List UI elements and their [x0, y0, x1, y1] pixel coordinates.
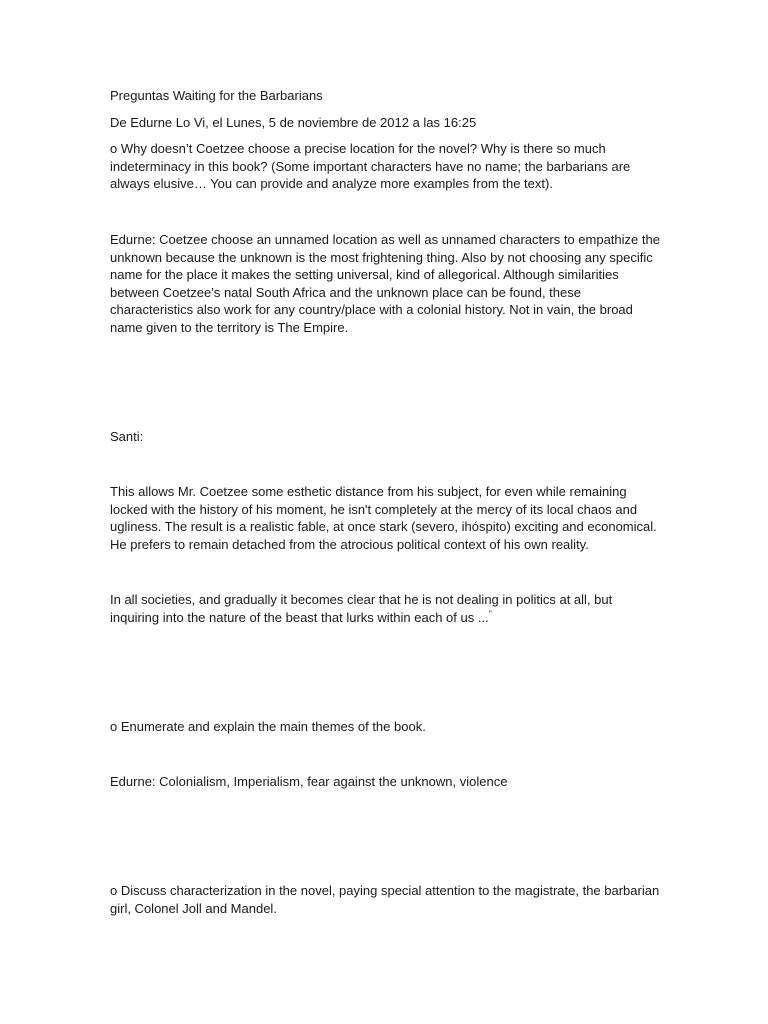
- answer-santi-paragraph-2: [110, 591, 660, 626]
- answer-santi-paragraph-2-text: In all societies, and gradually it becomes clear that he is not dealing in politics at all, but inquiring into the nature of the beast that lurks within each of us ...: [110, 592, 613, 625]
- question-2: o Enumerate and explain the main themes of the book.: [110, 719, 426, 734]
- document-title: Preguntas Waiting for the Barbarians: [110, 88, 323, 103]
- answer-santi-paragraph-1: This allows Mr. Coetzee some esthetic distance from his subject, for even while remaining locked with the history of his moment, he isn't completely at the mercy of its local chaos and ugliness. The result is a realistic fable, at once stark (severo, ihóspito) exciting and economical. He prefers to remain detached from the atrocious political context of his own reality.: [110, 484, 657, 552]
- question-1: o Why doesn’t Coetzee choose a precise location for the novel? Why is there so much indeterminacy in this book? (Some important characters have no name; the barbarians are always elusive… You can provide and analyze more examples from the text).: [110, 141, 631, 192]
- closing-quote-mark: '': [488, 609, 492, 619]
- santi-label: Santi:: [110, 429, 144, 444]
- byline: De Edurne Lo Vi, el Lunes, 5 de noviembre de 2012 a las 16:25: [110, 115, 477, 130]
- question-3: o Discuss characterization in the novel, paying special attention to the magistrate, the barbarian girl, Colonel Joll and Mandel.: [110, 883, 660, 916]
- answer-edurne-1: Edurne: Coetzee choose an unnamed location as well as unnamed characters to empathize the unknown because the unknown is the most frightening thing. Also by not choosing any specific name for the place it makes the setting universal, kind of allegorical. Although similarities between Coetzee’s natal South Africa and the unknown place can be found, these characteristics also work for any country/place with a colonial history. Not in vain, the broad name given to the territory is The Empire.: [110, 232, 660, 335]
- answer-edurne-2: Edurne: Colonialism, Imperialism, fear against the unknown, violence: [110, 774, 508, 789]
